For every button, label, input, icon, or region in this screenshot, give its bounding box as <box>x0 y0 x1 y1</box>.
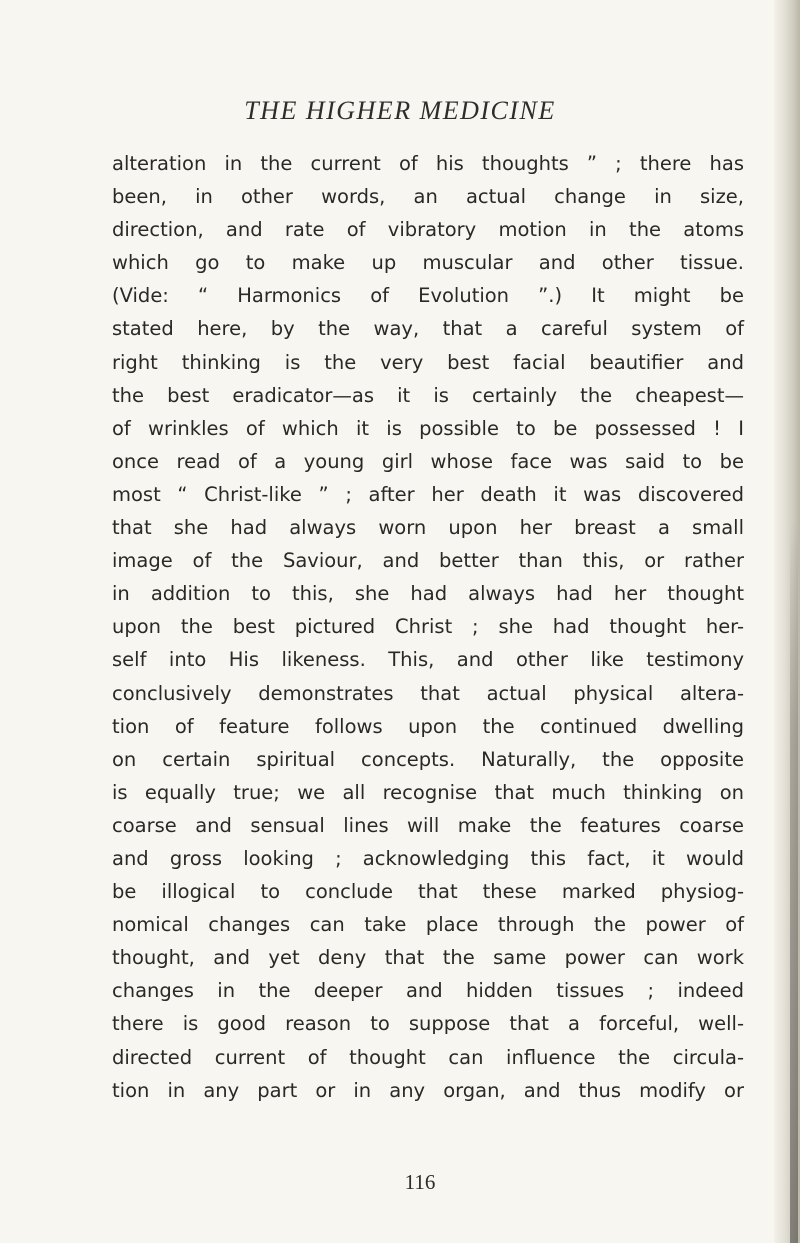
text-line: on certain spiritual concepts. Naturally, the opposite <box>112 747 744 771</box>
running-head: THE HIGHER MEDICINE <box>244 96 556 125</box>
text-line: in addition to this, she had always had her thought <box>112 582 744 606</box>
text-line: there is good reason to suppose that a forceful, well- <box>112 1012 744 1036</box>
text-line: direction, and rate of vibratory motion in the atoms <box>112 218 744 242</box>
text-line: directed current of thought can influence the circula- <box>112 1045 744 1069</box>
text-line: self into His likeness. This, and other like testimony <box>112 648 744 672</box>
text-line: once read of a young girl whose face was said to be <box>112 449 744 473</box>
text-line: most “ Christ-like ” ; after her death it was discovered <box>112 482 744 506</box>
text-line: image of the Saviour, and better than this, or rather <box>112 549 744 573</box>
body-text <box>112 147 744 1107</box>
text-line: changes in the deeper and hidden tissues ; indeed <box>112 979 744 1003</box>
text-line: alteration in the current of his thoughts ” ; there has <box>112 152 744 175</box>
text-line: right thinking is the very best facial beautifier and <box>112 350 744 374</box>
text-line: tion in any part or in any organ, and thus modify or <box>112 1078 744 1102</box>
text-line: been, in other words, an actual change in size, <box>112 185 744 209</box>
text-line: conclusively demonstrates that actual physical altera- <box>112 681 744 705</box>
text-line: stated here, by the way, that a careful system of <box>112 317 744 341</box>
text-line: coarse and sensual lines will make the features coarse <box>112 813 744 837</box>
text-line: (Vide: “ Harmonics of Evolution ”.) It might be <box>112 284 744 308</box>
text-line: which go to make up muscular and other tissue. <box>112 251 744 275</box>
text-line: of wrinkles of which it is possible to be possessed ! I <box>112 416 744 440</box>
text-line: is equally true; we all recognise that much thinking on <box>112 780 744 804</box>
text-line: be illogical to conclude that these marked physiog- <box>112 880 744 904</box>
page-edge-stain <box>790 520 798 1243</box>
text-line: that she had always worn upon her breast a small <box>112 516 744 540</box>
text-line: the best eradicator—as it is certainly the cheapest— <box>112 383 744 407</box>
page-number: 116 <box>404 1170 436 1194</box>
text-line: upon the best pictured Christ ; she had thought her- <box>112 615 744 639</box>
text-line: thought, and yet deny that the same power can work <box>112 946 744 970</box>
text-line: and gross looking ; acknowledging this fact, it would <box>112 846 744 870</box>
text-line: nomical changes can take place through the power of <box>112 913 744 937</box>
text-line: tion of feature follows upon the continued dwelling <box>112 714 744 738</box>
